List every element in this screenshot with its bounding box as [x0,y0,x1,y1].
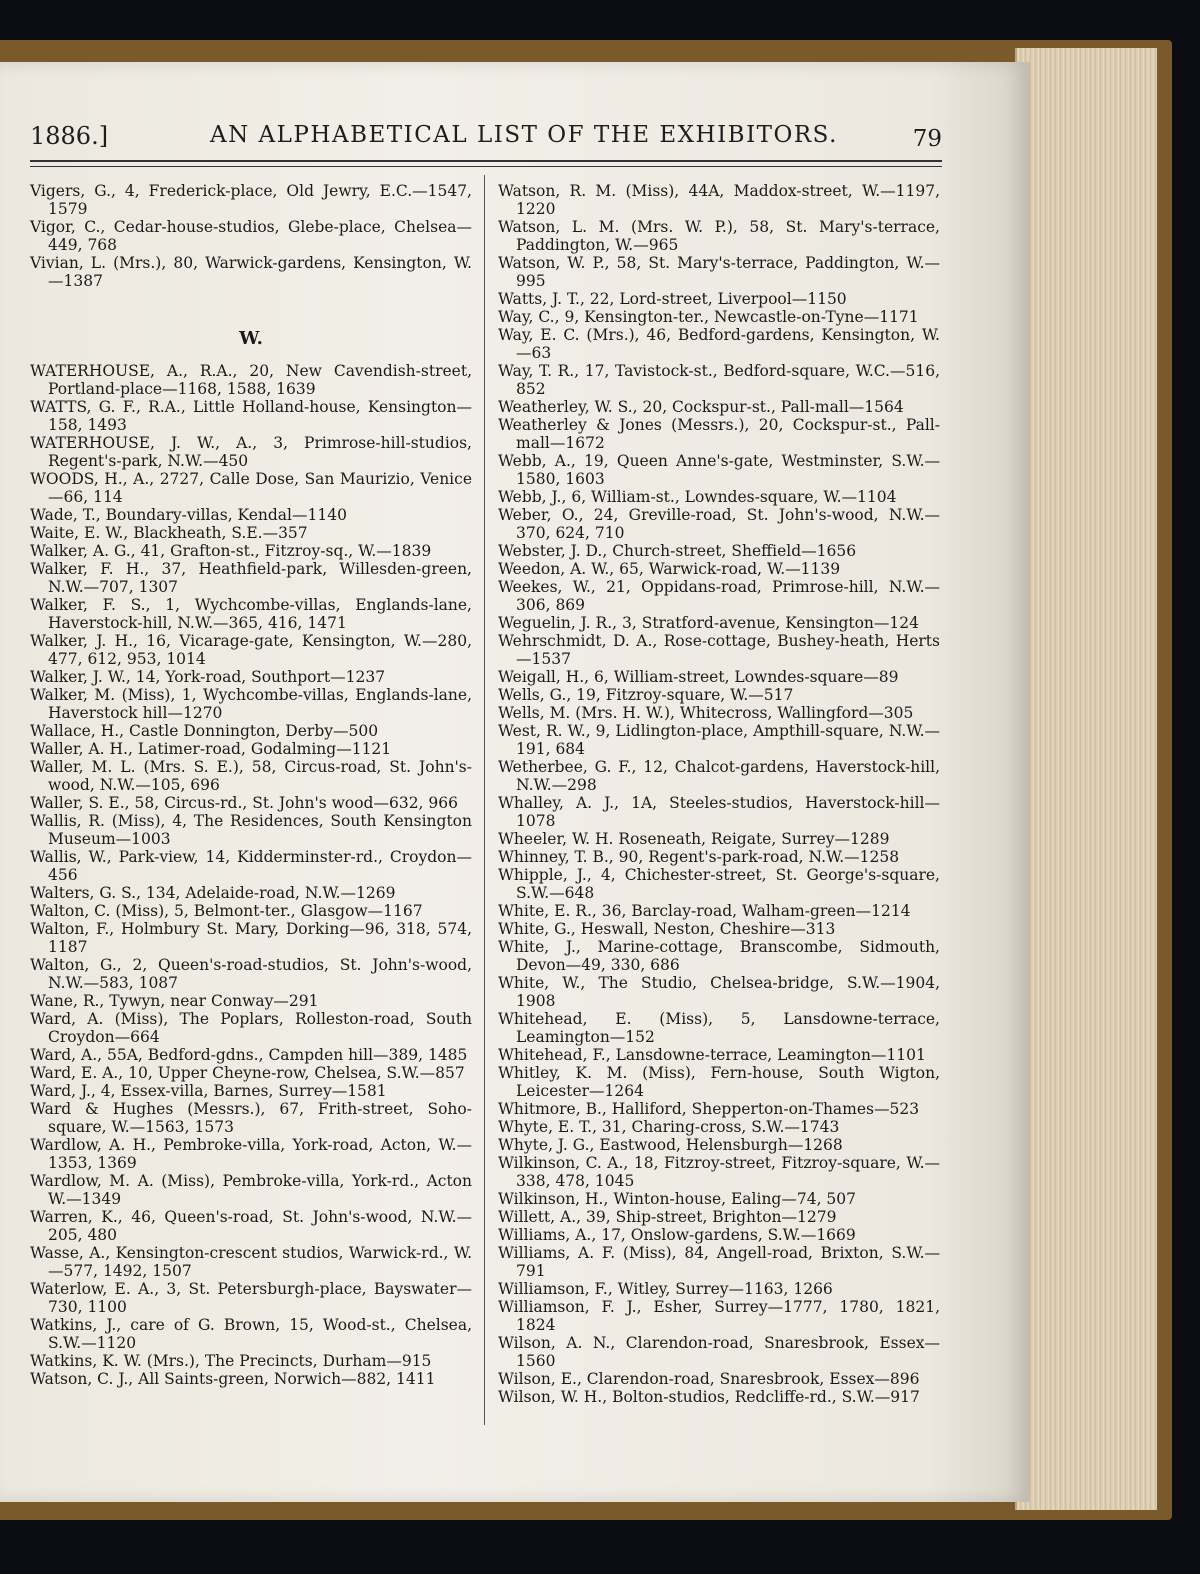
exhibitor-entry: White, E. R., 36, Barclay-road, Walham-green—1214 [498,902,911,920]
exhibitor-entry: Walker, F. H., 37, Heathfield-park, Willesden-green, N.W.—707, 1307 [30,560,472,596]
page-edges [1015,48,1157,1510]
exhibitor-entry: Watkins, J., care of G. Brown, 15, Wood-st., Chelsea, S.W.—1120 [30,1316,472,1352]
exhibitor-entry: Watson, W. P., 58, St. Mary's-terrace, Paddington, W.—995 [498,254,940,290]
exhibitor-entry: Weber, O., 24, Greville-road, St. John's-wood, N.W.—370, 624, 710 [498,506,940,542]
exhibitor-entry: Waller, A. H., Latimer-road, Godalming—1121 [30,740,392,758]
exhibitor-entry: Weekes, W., 21, Oppidans-road, Primrose-hill, N.W.—306, 869 [498,578,940,614]
exhibitor-entry: Walker, M. (Miss), 1, Wychcombe-villas, Englands-lane, Haverstock hill—1270 [30,686,472,722]
exhibitor-entry: Wallis, R. (Miss), 4, The Residences, South Kensington Museum—1003 [30,812,472,848]
exhibitor-entry: Whitehead, F., Lansdowne-terrace, Leamington—1101 [498,1046,926,1064]
exhibitor-entry: Wells, G., 19, Fitzroy-square, W.—517 [498,686,794,704]
exhibitor-entry: Whalley, A. J., 1A, Steeles-studios, Haverstock-hill—1078 [498,794,940,830]
exhibitor-entry: Willett, A., 39, Ship-street, Brighton—1279 [498,1208,837,1226]
exhibitor-entry: Ward, A. (Miss), The Poplars, Rolleston-road, South Croydon—664 [30,1010,472,1046]
exhibitor-entry: Wasse, A., Kensington-crescent studios, Warwick-rd., W.—577, 1492, 1507 [30,1244,472,1280]
left-column [30,182,472,1388]
exhibitor-entry: Walters, G. S., 134, Adelaide-road, N.W.—1269 [30,884,396,902]
exhibitor-entry: Weatherley & Jones (Messrs.), 20, Cockspur-st., Pall-mall—1672 [498,416,940,452]
exhibitor-entry: Weedon, A. W., 65, Warwick-road, W.—1139 [498,560,841,578]
exhibitor-entry: Whitehead, E. (Miss), 5, Lansdowne-terrace, Leamington—152 [498,1010,940,1046]
exhibitor-entry: Walker, J. W., 14, York-road, Southport—1237 [30,668,386,686]
right-column [498,182,940,1406]
exhibitor-entry: Wardlow, M. A. (Miss), Pembroke-villa, York-rd., Acton W.—1349 [30,1172,472,1208]
exhibitor-entry: White, G., Heswall, Neston, Cheshire—313 [498,920,836,938]
exhibitor-entry: Wheeler, W. H. Roseneath, Reigate, Surrey—1289 [498,830,890,848]
exhibitor-entry: Walker, F. S., 1, Wychcombe-villas, Englands-lane, Haverstock-hill, N.W.—365, 416, 1471 [30,596,472,632]
exhibitor-entry: Walker, A. G., 41, Grafton-st., Fitzroy-sq., W.—1839 [30,542,432,560]
header-rule [30,160,942,167]
exhibitor-entry: Walton, F., Holmbury St. Mary, Dorking—96, 318, 574, 1187 [30,920,472,956]
exhibitor-entry: Weguelin, J. R., 3, Stratford-avenue, Kensington—124 [498,614,919,632]
exhibitor-entry: Warren, K., 46, Queen's-road, St. John's-wood, N.W.—205, 480 [30,1208,472,1244]
exhibitor-entry: Wallis, W., Park-view, 14, Kidderminster-rd., Croydon—456 [30,848,472,884]
exhibitor-entry: Wilkinson, C. A., 18, Fitzroy-street, Fitzroy-square, W.—338, 478, 1045 [498,1154,940,1190]
exhibitor-entry: Whyte, J. G., Eastwood, Helensburgh—1268 [498,1136,843,1154]
left-entries [30,362,472,1388]
exhibitor-entry: Wallace, H., Castle Donnington, Derby—500 [30,722,379,740]
exhibitor-entry: Williams, A., 17, Onslow-gardens, S.W.—1669 [498,1226,856,1244]
exhibitor-entry: Way, T. R., 17, Tavistock-st., Bedford-square, W.C.—516, 852 [498,362,940,398]
exhibitor-entry: White, J., Marine-cottage, Branscombe, Sidmouth, Devon—49, 330, 686 [498,938,940,974]
exhibitor-entry: Whinney, T. B., 90, Regent's-park-road, N.W.—1258 [498,848,900,866]
exhibitor-entry: Walton, C. (Miss), 5, Belmont-ter., Glasgow—1167 [30,902,423,920]
exhibitor-entry: Walker, J. H., 16, Vicarage-gate, Kensington, W.—280, 477, 612, 953, 1014 [30,632,472,668]
exhibitor-entry: West, R. W., 9, Lidlington-place, Ampthill-square, N.W.—191, 684 [498,722,940,758]
exhibitor-entry: Weigall, H., 6, William-street, Lowndes-square—89 [498,668,899,686]
exhibitor-entry: Waller, S. E., 58, Circus-rd., St. John's wood—632, 966 [30,794,458,812]
exhibitor-entry: Wehrschmidt, D. A., Rose-cottage, Bushey-heath, Herts—1537 [498,632,940,668]
exhibitor-entry: Ward, J., 4, Essex-villa, Barnes, Surrey—1581 [30,1082,387,1100]
exhibitor-entry: WATTS, G. F., R.A., Little Holland-house, Kensington—158, 1493 [30,398,472,434]
exhibitor-entry: Webb, J., 6, William-st., Lowndes-square, W.—1104 [498,488,897,506]
page-number: 79 [912,126,942,152]
exhibitor-entry: Vigers, G., 4, Frederick-place, Old Jewry, E.C.—1547, 1579 [30,182,472,218]
exhibitor-entry: Wane, R., Tywyn, near Conway—291 [30,992,319,1010]
section-letter: W. [239,328,263,349]
exhibitor-entry: Wade, T., Boundary-villas, Kendal—1140 [30,506,347,524]
exhibitor-entry: Whyte, E. T., 31, Charing-cross, S.W.—1743 [498,1118,840,1136]
exhibitor-entry: Waite, E. W., Blackheath, S.E.—357 [30,524,308,542]
exhibitor-entry: Wardlow, A. H., Pembroke-villa, York-road, Acton, W.—1353, 1369 [30,1136,472,1172]
exhibitor-entry: Ward, E. A., 10, Upper Cheyne-row, Chelsea, S.W.—857 [30,1064,465,1082]
exhibitor-entry: Wilkinson, H., Winton-house, Ealing—74, 507 [498,1190,857,1208]
exhibitor-entry: Vigor, C., Cedar-house-studios, Glebe-place, Chelsea—449, 768 [30,218,472,254]
column-divider [484,175,485,1425]
exhibitor-entry: Waterlow, E. A., 3, St. Petersburgh-place, Bayswater—730, 1100 [30,1280,472,1316]
exhibitor-entry: Wilson, E., Clarendon-road, Snaresbrook, Essex—896 [498,1370,920,1388]
exhibitor-entry: Ward, A., 55A, Bedford-gdns., Campden hill—389, 1485 [30,1046,468,1064]
right-entries [498,182,940,1406]
exhibitor-entry: Whipple, J., 4, Chichester-street, St. George's-square, S.W.—648 [498,866,940,902]
exhibitor-entry: WATERHOUSE, J. W., A., 3, Primrose-hill-studios, Regent's-park, N.W.—450 [30,434,472,470]
exhibitor-entry: Way, C., 9, Kensington-ter., Newcastle-on-Tyne—1171 [498,308,919,326]
exhibitor-entry: Wilson, W. H., Bolton-studios, Redcliffe-rd., S.W.—917 [498,1388,920,1406]
exhibitor-entry: Wells, M. (Mrs. H. W.), Whitecross, Wallingford—305 [498,704,914,722]
exhibitor-entry: Way, E. C. (Mrs.), 46, Bedford-gardens, Kensington, W.—63 [498,326,940,362]
exhibitor-entry: Whitley, K. M. (Miss), Fern-house, South Wigton, Leicester—1264 [498,1064,940,1100]
exhibitor-entry: Wilson, A. N., Clarendon-road, Snaresbrook, Essex—1560 [498,1334,940,1370]
entries-before-section [30,182,472,290]
exhibitor-entry: Weatherley, W. S., 20, Cockspur-st., Pall-mall—1564 [498,398,904,416]
exhibitor-entry: Wetherbee, G. F., 12, Chalcot-gardens, Haverstock-hill, N.W.—298 [498,758,940,794]
exhibitor-entry: WOODS, H., A., 2727, Calle Dose, San Maurizio, Venice—66, 114 [30,470,472,506]
exhibitor-entry: Whitmore, B., Halliford, Shepperton-on-Thames—523 [498,1100,920,1118]
exhibitor-entry: Williams, A. F. (Miss), 84, Angell-road, Brixton, S.W.—791 [498,1244,940,1280]
running-head [30,122,942,158]
exhibitor-entry: Watson, R. M. (Miss), 44A, Maddox-street, W.—1197, 1220 [498,182,940,218]
header-year: 1886.] [30,122,109,150]
exhibitor-entry: Watkins, K. W. (Mrs.), The Precincts, Durham—915 [30,1352,432,1370]
exhibitor-entry: Williamson, F. J., Esher, Surrey—1777, 1780, 1821, 1824 [498,1298,940,1334]
exhibitor-entry: Webster, J. D., Church-street, Sheffield—1656 [498,542,857,560]
exhibitor-entry: Watson, L. M. (Mrs. W. P.), 58, St. Mary's-terrace, Paddington, W.—965 [498,218,940,254]
exhibitor-entry: Watson, C. J., All Saints-green, Norwich—882, 1411 [30,1370,436,1388]
exhibitor-entry: Walton, G., 2, Queen's-road-studios, St. John's-wood, N.W.—583, 1087 [30,956,472,992]
exhibitor-entry: White, W., The Studio, Chelsea-bridge, S.W.—1904, 1908 [498,974,940,1010]
exhibitor-entry: Waller, M. L. (Mrs. S. E.), 58, Circus-road, St. John's-wood, N.W.—105, 696 [30,758,472,794]
exhibitor-entry: Ward & Hughes (Messrs.), 67, Frith-street, Soho-square, W.—1563, 1573 [30,1100,472,1136]
exhibitor-entry: Watts, J. T., 22, Lord-street, Liverpool—1150 [498,290,847,308]
exhibitor-entry: Williamson, F., Witley, Surrey—1163, 1266 [498,1280,833,1298]
exhibitor-entry: WATERHOUSE, A., R.A., 20, New Cavendish-street, Portland-place—1168, 1588, 1639 [30,362,472,398]
header-title: AN ALPHABETICAL LIST OF THE EXHIBITORS. [210,122,838,148]
exhibitor-entry: Vivian, L. (Mrs.), 80, Warwick-gardens, Kensington, W.—1387 [30,254,472,290]
exhibitor-entry: Webb, A., 19, Queen Anne's-gate, Westminster, S.W.—1580, 1603 [498,452,940,488]
